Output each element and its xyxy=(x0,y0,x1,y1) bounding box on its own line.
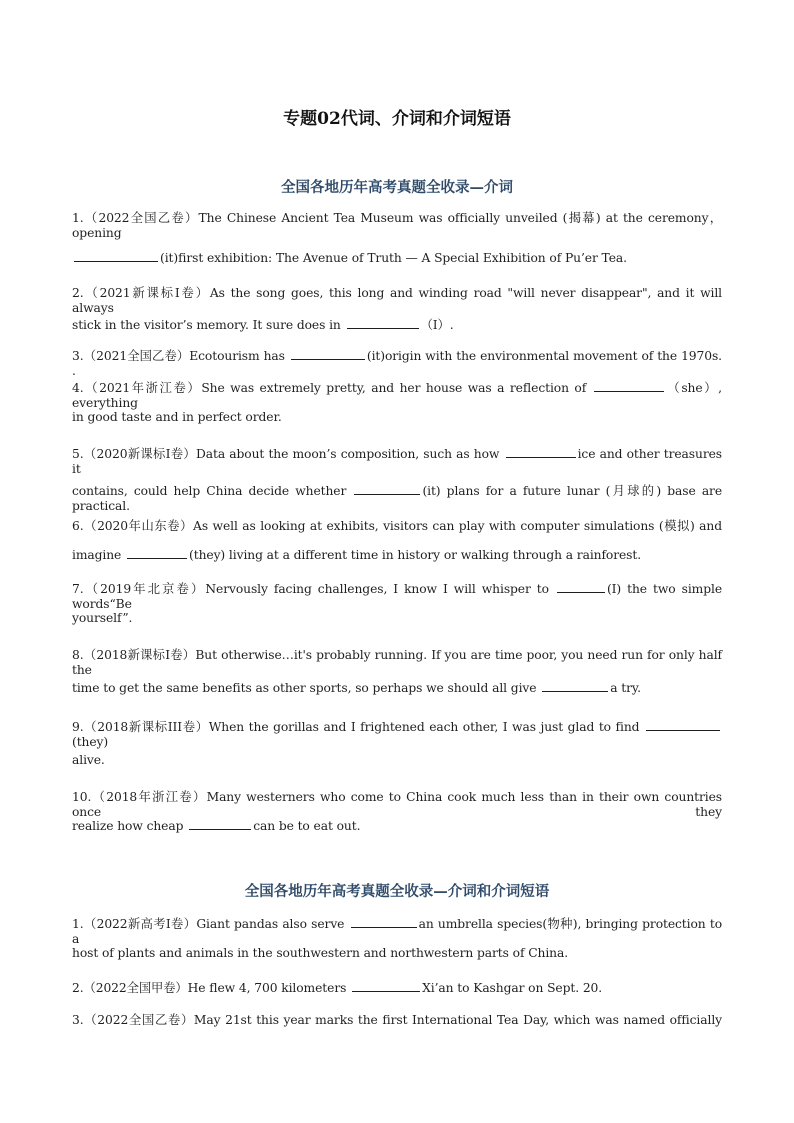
answer-blank[interactable] xyxy=(351,917,417,928)
answer-blank[interactable] xyxy=(506,447,576,458)
question-line: 7.（2019年北京卷）Nervously facing challenges, I know I will whisper to (I) the two simple words“Be xyxy=(72,582,723,611)
question-line: 9.（2018新课标III卷）When the gorillas and I frightened each other, I was just glad to find (they) xyxy=(72,717,722,749)
answer-blank[interactable] xyxy=(291,349,365,360)
answer-blank[interactable] xyxy=(542,681,608,692)
question-line: 5.（2020新课标I卷）Data about the moon’s composition, such as how ice and other treasures it xyxy=(72,447,722,476)
question-line: realize how cheap can be to eat out. xyxy=(72,819,361,833)
section-heading-prepositions: 全国各地历年高考真题全收录—介词 xyxy=(281,179,513,196)
question-line: time to get the same benefits as other sports, so perhaps we should all give a try. xyxy=(72,681,641,695)
answer-blank[interactable] xyxy=(347,318,419,329)
question-line: 1.（2022新高考I卷）Giant pandas also serve an umbrella species(物种), bringing protection to a xyxy=(72,917,723,946)
question-line: 2.（2021新课标I卷）As the song goes, this long and winding road "will never disappear", and it will always xyxy=(72,286,722,315)
question-line: 1.（2022全国乙卷）The Chinese Ancient Tea Museum was officially unveiled (揭幕) at the ceremony，opening xyxy=(72,211,722,240)
question-line: in good taste and in perfect order. xyxy=(72,410,282,424)
question-line: (it)first exhibition: The Avenue of Truth — A Special Exhibition of Pu’er Tea. xyxy=(72,251,722,265)
question-line: yourself”. xyxy=(72,611,133,625)
answer-blank[interactable] xyxy=(594,381,664,392)
document-title: 专题02代词、介词和介词短语 xyxy=(283,109,511,129)
question-line: host of plants and animals in the southwestern and northwestern parts of China. xyxy=(72,946,569,960)
question-line: 3.（2022全国乙卷）May 21st this year marks the first International Tea Day, which was named officially xyxy=(72,1013,722,1027)
question-line: 10.（2018年浙江卷）Many westerners who come to China cook much less than in their own countries once they xyxy=(72,790,722,819)
answer-blank[interactable] xyxy=(646,720,720,731)
answer-blank[interactable] xyxy=(74,251,158,262)
question-line: 3.（2021全国乙卷）Ecotourism has (it)origin with the environmental movement of the 1970s. . xyxy=(72,349,722,378)
section-heading-prepositional-phrases: 全国各地历年高考真题全收录—介词和介词短语 xyxy=(244,883,550,900)
question-line: 6.（2020年山东卷）As well as looking at exhibits, visitors can play with computer simulations (模拟) and xyxy=(72,519,722,533)
answer-blank[interactable] xyxy=(189,819,251,830)
question-line: 2.（2022全国甲卷）He flew 4, 700 kilometers Xi’an to Kashgar on Sept. 20. xyxy=(72,981,603,995)
question-line: alive. xyxy=(72,753,105,767)
question-line: contains, could help China decide whether (it) plans for a future lunar (月球的) base are practical. xyxy=(72,484,722,513)
question-line: stick in the visitor’s memory. It sure does in （I）. xyxy=(72,318,454,332)
answer-blank[interactable] xyxy=(352,981,420,992)
question-line: 8.（2018新课标I卷）But otherwise…it's probably running. If you are time poor, you need run for only half the xyxy=(72,648,722,677)
answer-blank[interactable] xyxy=(354,484,420,495)
question-line: imagine (they) living at a different time in history or walking through a rainforest. xyxy=(72,548,642,562)
answer-blank[interactable] xyxy=(127,548,187,559)
answer-blank[interactable] xyxy=(557,582,605,593)
question-line: 4.（2021年浙江卷）She was extremely pretty, and her house was a reflection of （she）, everything xyxy=(72,381,722,410)
